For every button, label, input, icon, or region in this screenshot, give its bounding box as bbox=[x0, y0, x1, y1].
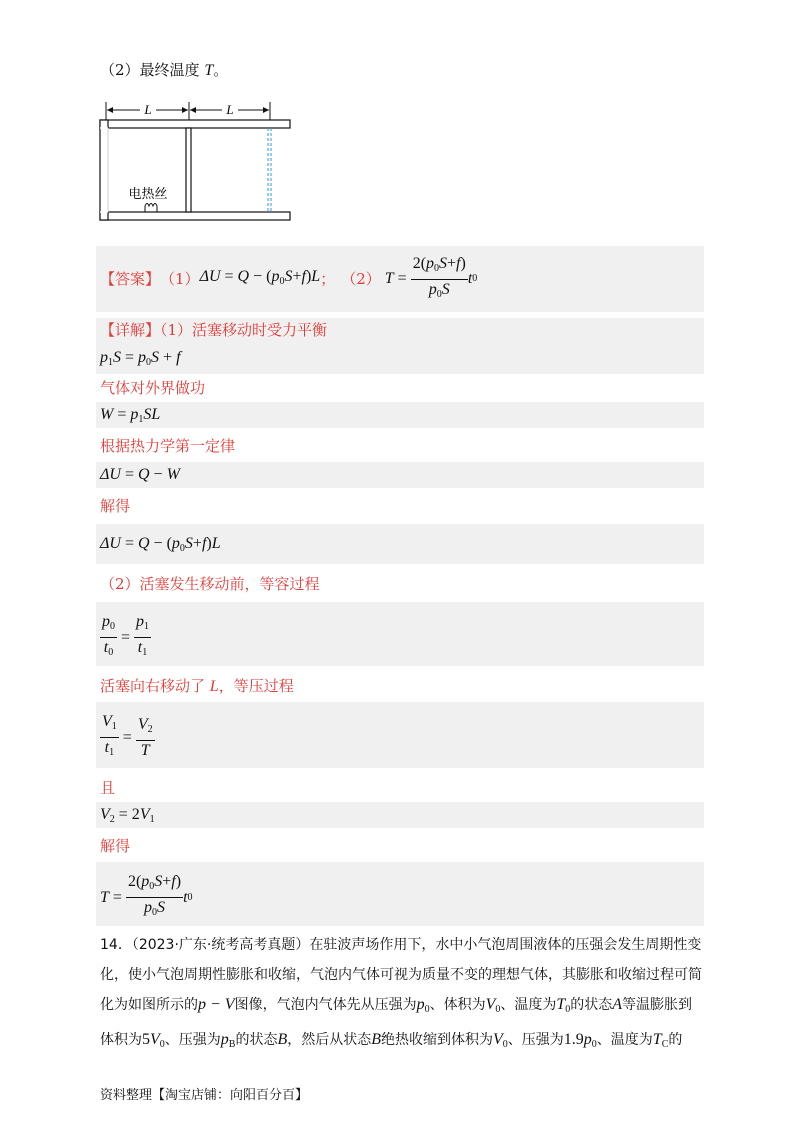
and-text: 且 bbox=[100, 779, 116, 797]
cylinder-top-wall bbox=[100, 120, 290, 128]
footer: 资料整理【淘宝店铺：向阳百分百】 bbox=[100, 1088, 309, 1103]
cylinder-bottom-wall bbox=[100, 212, 290, 220]
heater-label: 电热丝 bbox=[128, 187, 168, 202]
solve-2-text: 解得 bbox=[100, 837, 131, 855]
answer-part-2: （2） bbox=[341, 270, 381, 288]
law-band bbox=[96, 462, 704, 488]
equation-volume: $V_2 = 2V_1$ bbox=[100, 806, 155, 825]
q14-line-1: 14．（2023·广东·统考高考真题）在驻波声场作用下，水中小气泡周围液体的压强会发生周期性变 bbox=[100, 937, 702, 953]
work-text: 气体对外界做功 bbox=[100, 379, 206, 397]
move-var: L bbox=[209, 678, 219, 695]
equation-result-1: $\Delta U = Q - (p_0S+f)L$ bbox=[100, 535, 221, 554]
equation-isochoric: $\frac{p_0}{t_0}$ = $\frac{p_1}{t_1}$ bbox=[102, 613, 150, 658]
move-text-a: 活塞向右移动了 bbox=[100, 677, 210, 695]
answer-part-1: （1） bbox=[160, 270, 200, 288]
volume-band bbox=[96, 802, 704, 828]
question-2-var: T bbox=[204, 62, 214, 79]
equation-result-2: T = $\frac{2(p_0S+f)}{p_0S}$ t 0 bbox=[100, 873, 193, 918]
cylinder-left-wall bbox=[100, 120, 108, 220]
step-2-text: （2）活塞发生移动前，等容过程 bbox=[100, 575, 320, 593]
move-text-b: ，等压过程 bbox=[218, 677, 294, 695]
isochoric-band bbox=[96, 602, 704, 666]
question-2-line bbox=[100, 60, 228, 81]
dim-left-label: L bbox=[144, 102, 152, 117]
heater-coil-icon bbox=[145, 204, 157, 213]
work-band bbox=[96, 402, 704, 428]
equation-first-law: ΔU = Q − W bbox=[100, 466, 180, 483]
dim-right-label: L bbox=[226, 102, 234, 117]
answer-1-formula: $\Delta U = Q - (p_0S+f)L$ bbox=[199, 267, 321, 287]
equation-work: $W = p_1SL$ bbox=[100, 406, 161, 425]
detail-line-1 bbox=[100, 320, 327, 340]
q14-line-2: 化，使小气泡周期性膨胀和收缩，气泡内气体可视为质量不变的理想气体，其膨胀和收缩过程可简 bbox=[100, 967, 702, 983]
detail-step-1: （1）活塞移动时受力平衡 bbox=[160, 321, 328, 339]
question-14 bbox=[100, 930, 704, 1060]
question-2-label: （2）最终温度 bbox=[100, 61, 205, 79]
answer-label: 【答案】 bbox=[100, 270, 161, 288]
answer-line bbox=[100, 254, 478, 300]
solve-1-text: 解得 bbox=[100, 497, 131, 515]
q14-line-3: 化为如图所示的p − V图像，气泡内气体先从压强为$p_0$、体积为$V_0$、温度为$T_0$的状态A等温膨胀到 bbox=[100, 996, 693, 1015]
question-2-end: 。 bbox=[213, 61, 229, 79]
detail-label: 【详解】 bbox=[100, 321, 161, 339]
answer-sep: ； bbox=[320, 270, 336, 288]
answer-2-formula: T = $\frac{2(p_0S+f)}{p_0S}$ t 0 bbox=[384, 254, 478, 300]
cylinder-diagram bbox=[96, 98, 296, 224]
equation-isobaric: $\frac{V_1}{t_1}$ = $\frac{V_2}{T}$ bbox=[102, 713, 153, 759]
equation-force-balance: $p_1S = p_0S + f$ bbox=[100, 349, 181, 368]
q14-line-4: 体积为$5V_0$、压强为$p_B$的状态B，然后从状态B绝热收缩到体积为$V_0$、压强为$1.9p_0$、温度为$T_C$的 bbox=[100, 1031, 683, 1050]
law-text: 根据热力学第一定律 bbox=[100, 437, 236, 455]
move-line bbox=[100, 676, 294, 697]
piston bbox=[186, 128, 191, 212]
isobaric-band bbox=[96, 702, 704, 768]
